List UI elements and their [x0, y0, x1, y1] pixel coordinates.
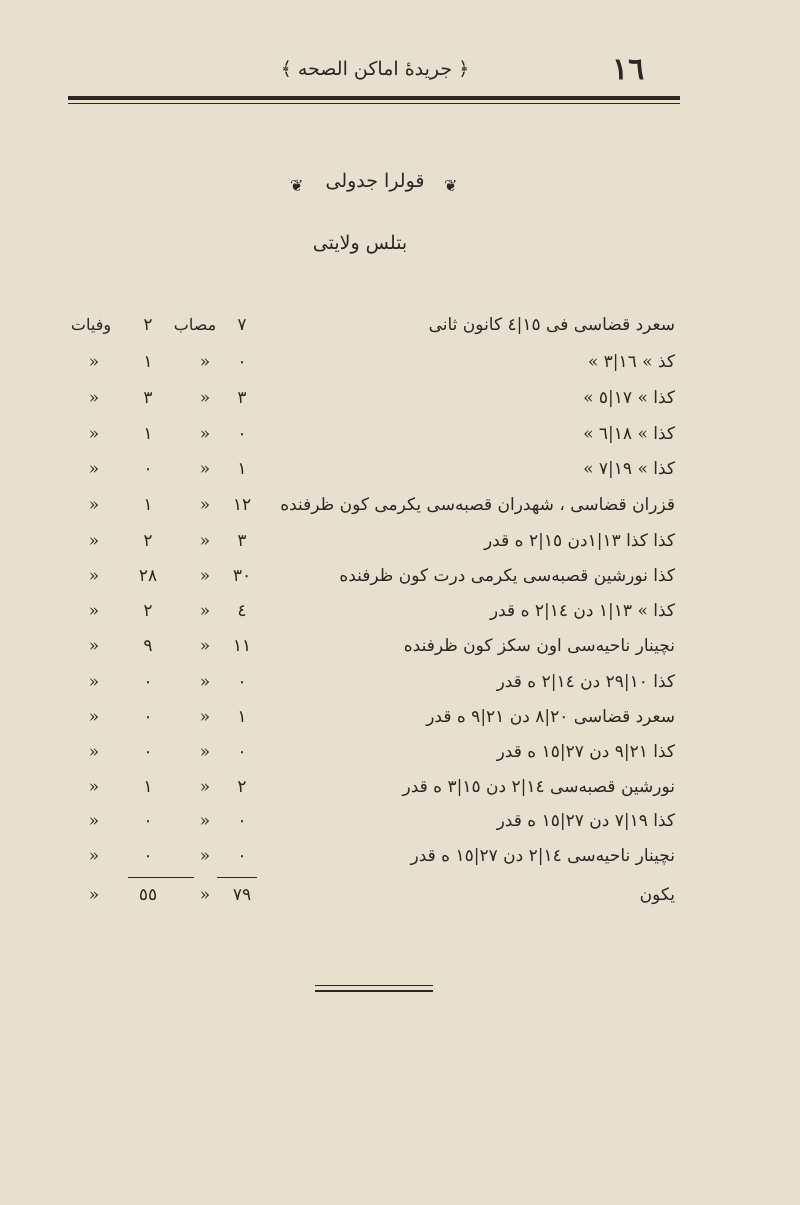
ditto-mark: »	[88, 459, 100, 479]
table-row	[0, 742, 800, 774]
row-location: کذا » ١٨|٦ »	[583, 424, 675, 444]
ditto-mark: »	[199, 388, 211, 408]
journal-title: ﴿ جريدهٔ اماکن الصحه ﴾	[280, 58, 470, 80]
ditto-mark: »	[88, 531, 100, 551]
cases-value: ٠	[143, 459, 153, 479]
infected-value: ١	[237, 459, 247, 479]
ornament-left-icon: ❦	[290, 176, 304, 195]
cases-value: ٢	[143, 601, 153, 621]
end-rule	[315, 985, 433, 986]
ditto-mark: »	[199, 495, 211, 515]
infected-value: ٢	[237, 777, 247, 797]
row-location: کذا » ١٣|١ دن ١٤|٢ ه قدر	[489, 601, 675, 621]
cases-value: ١	[143, 352, 153, 372]
cases-value: ١	[143, 495, 153, 515]
infected-value: ٠	[237, 352, 247, 372]
province-title: بتلس ولايتی	[312, 232, 408, 254]
table-row	[0, 777, 800, 809]
ditto-mark: »	[199, 742, 211, 762]
ditto-mark: »	[199, 566, 211, 586]
table-row	[0, 459, 800, 491]
infected-value: ٠	[237, 811, 247, 831]
cases-value: ١	[143, 777, 153, 797]
ditto-mark: »	[199, 459, 211, 479]
section-title: قولرا جدولی	[325, 170, 425, 192]
ditto-mark: »	[199, 352, 211, 372]
infected-value: ٧	[237, 315, 247, 335]
ditto-mark: »	[199, 846, 211, 866]
row-location: قزران قضاسی ، شهدران قصبه‌سی یکرمی کون ظرفنده	[280, 495, 675, 515]
header-rule-thin	[68, 103, 680, 104]
cases-value: ٠	[143, 672, 153, 692]
cases-value: ٢	[143, 531, 153, 551]
total-cases: ٥٥	[138, 885, 158, 905]
row-location: نورشین قصبه‌سی ١٤|٢ دن ١٥|٣ ه قدر	[402, 777, 675, 797]
ditto-mark: »	[199, 811, 211, 831]
ditto-mark: »	[88, 811, 100, 831]
table-row	[0, 388, 800, 420]
infected-label: مصاب	[173, 315, 217, 334]
ditto-mark: »	[88, 566, 100, 586]
cases-value: ٠	[143, 742, 153, 762]
header-rule	[68, 96, 680, 100]
infected-value: ١١	[232, 636, 252, 656]
ditto-mark: »	[88, 352, 100, 372]
page-number: ١٦	[612, 52, 645, 87]
cases-value: ٢٨	[138, 566, 158, 586]
total-row	[0, 885, 800, 917]
table-row	[0, 601, 800, 633]
row-location: نچینار ناحیه‌سی اون سکز کون ظرفنده	[403, 636, 675, 656]
ditto-mark: »	[88, 424, 100, 444]
ditto-mark: »	[88, 388, 100, 408]
row-location: کذا کذا ١٣|١دن ١٥|٢ ه قدر	[483, 531, 675, 551]
infected-value: ١	[237, 707, 247, 727]
total-label: یکون	[639, 885, 675, 905]
row-location: سعرد قضاسی ٢٠|٨ دن ٢١|٩ ه قدر	[426, 707, 675, 727]
ditto-mark: »	[88, 846, 100, 866]
row-location: کذا ١٩|٧ دن ٢٧|١٥ ه قدر	[496, 811, 675, 831]
infected-value: ١٢	[232, 495, 252, 515]
infected-value: ٣٠	[232, 566, 252, 586]
infected-value: ٠	[237, 742, 247, 762]
ornament-right-icon: ❦	[444, 176, 458, 195]
ditto-mark: »	[88, 742, 100, 762]
infected-value: ٤	[237, 601, 247, 621]
table-row	[0, 495, 800, 527]
table-row	[0, 315, 800, 347]
ditto-mark: »	[88, 885, 100, 905]
row-location: کذا » ١٧|٥ »	[583, 388, 675, 408]
ditto-mark: »	[88, 495, 100, 515]
table-row	[0, 846, 800, 878]
infected-value: ٠	[237, 672, 247, 692]
total-infected: ٧٩	[232, 885, 252, 905]
cases-value: ٣	[143, 388, 153, 408]
row-location: کذا » ١٩|٧ »	[583, 459, 675, 479]
cases-value: ٩	[143, 636, 153, 656]
ditto-mark: »	[199, 672, 211, 692]
row-location: کذا نورشین قصبه‌سی یکرمی درت کون ظرفنده	[339, 566, 675, 586]
ditto-mark: »	[88, 601, 100, 621]
ditto-mark: »	[199, 424, 211, 444]
ditto-mark: »	[88, 636, 100, 656]
ditto-mark: »	[199, 707, 211, 727]
infected-value: ٠	[237, 846, 247, 866]
ditto-mark: »	[88, 777, 100, 797]
cases-value: ٠	[143, 707, 153, 727]
infected-value: ٣	[237, 388, 247, 408]
row-location: نچینار ناحیه‌سی ١٤|٢ دن ٢٧|١٥ ه قدر	[410, 846, 675, 866]
infected-value: ٣	[237, 531, 247, 551]
ditto-mark: »	[88, 672, 100, 692]
ditto-mark: »	[199, 885, 211, 905]
table-row	[0, 352, 800, 384]
ditto-mark: »	[199, 601, 211, 621]
end-rule-thick	[315, 990, 433, 992]
infected-value: ٠	[237, 424, 247, 444]
cases-value: ٢	[143, 315, 153, 335]
ditto-mark: »	[199, 777, 211, 797]
cases-value: ٠	[143, 811, 153, 831]
table-row	[0, 811, 800, 843]
table-row	[0, 566, 800, 598]
row-location: کذا ٢١|٩ دن ٢٧|١٥ ه قدر	[496, 742, 675, 762]
ditto-mark: »	[199, 531, 211, 551]
sum-rule	[217, 877, 257, 878]
row-location: کذا ١٠|٢٩ دن ١٤|٢ ه قدر	[496, 672, 675, 692]
sum-rule	[128, 877, 194, 878]
table-row	[0, 672, 800, 704]
ditto-mark: »	[199, 636, 211, 656]
table-row	[0, 636, 800, 668]
row-location: کذ » ١٦|٣ »	[587, 352, 675, 372]
cases-value: ٠	[143, 846, 153, 866]
row-location: سعرد قضاسی فی ١٥|٤ کانون ثانی	[428, 315, 675, 335]
deaths-label: وفيات	[70, 315, 112, 334]
cases-value: ١	[143, 424, 153, 444]
table-row	[0, 531, 800, 563]
table-row	[0, 424, 800, 456]
ditto-mark: »	[88, 707, 100, 727]
table-row	[0, 707, 800, 739]
